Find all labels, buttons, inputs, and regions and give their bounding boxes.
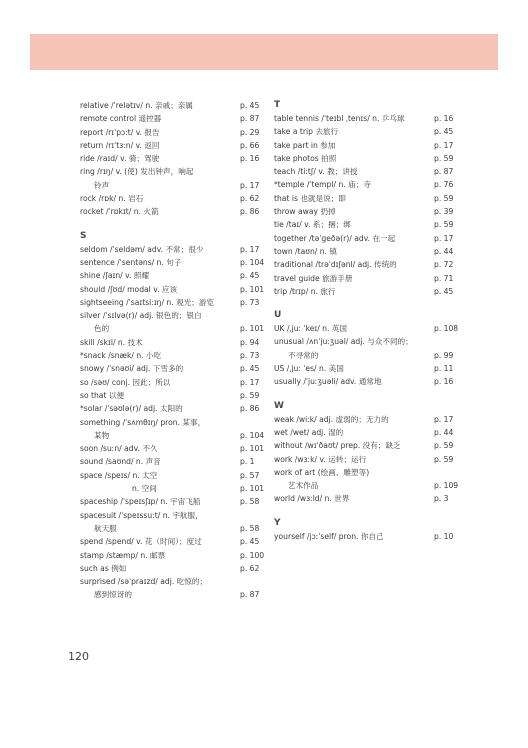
entry-word: work /wɜːk/ v. 运转；运行	[274, 454, 367, 464]
glossary-entry	[80, 349, 268, 362]
glossary-entry	[274, 466, 462, 479]
entry-word: sentence /ˈsentəns/ n. 句子	[80, 257, 182, 267]
entry-page-ref: p. 71	[434, 273, 454, 283]
entry-page-ref: p. 39	[434, 207, 454, 217]
entry-word: travel guide 旅游手册	[274, 273, 353, 283]
entry-word: 不寻常的	[288, 350, 319, 360]
entry-page-ref: p. 58	[240, 497, 260, 507]
entry-page-ref: p. 29	[240, 127, 260, 137]
entry-word: table tennis /ˈteɪbl ˌtenɪs/ n. 乒乓球	[274, 114, 405, 123]
entry-word: together /təˈɡeðə(r)/ adv. 在一起	[274, 233, 396, 243]
entry-word: 感到惊讶的	[94, 590, 132, 600]
entry-word: spaceship /ˈspeɪsʃɪp/ n. 宇宙飞船	[80, 497, 201, 507]
entry-word: weak /wiːk/ adj. 虚弱的；无力的	[274, 414, 389, 424]
glossary-entry	[274, 139, 462, 152]
glossary-entry	[80, 139, 268, 152]
glossary-entry	[274, 125, 462, 138]
glossary-entry	[274, 112, 462, 125]
glossary-entry	[274, 245, 462, 258]
entry-word: 航天服	[94, 523, 117, 533]
section-letter: T	[274, 100, 281, 110]
entry-page-ref: p. 87	[434, 167, 454, 177]
entry-page-ref: p. 17	[434, 233, 454, 243]
entry-page-ref: p. 59	[434, 193, 454, 203]
entry-page-ref: p. 73	[240, 297, 260, 307]
entry-page-ref: p. 16	[434, 377, 454, 387]
entry-page-ref: p. 87	[240, 590, 260, 600]
entry-page-ref: p. 99	[434, 350, 454, 360]
entry-word: *temple /ˈtempl/ n. 庙；寺	[274, 180, 371, 190]
glossary-entry	[274, 426, 462, 439]
entry-page-ref: p. 73	[240, 351, 260, 361]
glossary-entry	[80, 416, 268, 429]
page-number: 120	[68, 650, 89, 663]
glossary-entry	[80, 112, 268, 125]
glossary-entry	[274, 205, 462, 218]
entry-page-ref: p. 44	[434, 427, 454, 437]
entry-word: should /ʃʊd/ modal v. 应该	[80, 284, 178, 294]
entry-word: seldom /ˈseldəm/ adv. 不常；很少	[80, 244, 204, 254]
entry-page-ref: p. 45	[240, 537, 260, 547]
glossary-entry	[274, 362, 462, 375]
glossary-entry	[80, 152, 268, 165]
glossary-entry	[80, 336, 268, 349]
glossary-entry	[80, 243, 268, 256]
entry-page-ref: p. 17	[434, 140, 454, 150]
entry-word: stamp /stæmp/ n. 邮票	[80, 550, 166, 560]
entry-page-ref: p. 101	[240, 444, 265, 454]
glossary-entry	[274, 285, 462, 298]
entry-page-ref: p. 109	[434, 481, 459, 491]
entry-page-ref: p. 45	[434, 127, 454, 137]
entry-page-ref: p. 17	[240, 244, 260, 254]
entry-word: return /rɪˈtɜːn/ v. 返回	[80, 140, 160, 150]
glossary-entry	[80, 179, 268, 192]
entry-word: work of art (绘画、雕塑等)	[274, 467, 370, 477]
entry-page-ref: p. 1	[240, 457, 255, 467]
entry-page-ref: p. 94	[240, 337, 260, 347]
entry-word: 色的	[94, 324, 110, 334]
glossary-entry	[80, 126, 268, 139]
entry-word: take part in 参加	[274, 140, 336, 150]
glossary-entry	[274, 413, 462, 426]
glossary-entry	[80, 562, 268, 575]
glossary-entry	[274, 192, 462, 205]
entry-word: ring /rɪŋ/ v. (使) 发出钟声，响起	[80, 167, 194, 177]
entry-word: wet /wet/ adj. 湿的	[274, 427, 344, 437]
entry-word: that is 也就是说；即	[274, 193, 346, 203]
entry-word: something /ˈsʌmθɪŋ/ pron. 某事，	[80, 417, 206, 427]
entry-word: so /səʊ/ conj. 因此；所以	[80, 377, 171, 387]
glossary-entry	[80, 296, 268, 309]
entry-word: ride /raɪd/ v. 骑；驾驶	[80, 154, 160, 164]
left-column	[80, 99, 268, 602]
glossary-entry	[274, 453, 462, 466]
entry-word: take photos 拍照	[274, 153, 337, 163]
glossary-entry	[274, 218, 462, 231]
entry-page-ref: p. 58	[240, 523, 260, 533]
glossary-entry	[80, 165, 268, 178]
entry-word: such as 例如	[80, 563, 127, 573]
glossary-entry	[274, 439, 462, 452]
entry-page-ref: p. 59	[434, 153, 454, 163]
glossary-entry	[274, 349, 462, 362]
entry-page-ref: p. 101	[240, 284, 265, 294]
entry-word: 某物	[94, 430, 110, 440]
glossary-entry	[80, 376, 268, 389]
entry-page-ref: p. 87	[240, 114, 260, 124]
glossary-entry	[274, 165, 462, 178]
entry-word: *snack /snæk/ n. 小吃	[80, 351, 162, 361]
glossary-entry	[274, 479, 462, 492]
entry-page-ref: p. 3	[434, 494, 449, 504]
glossary-entry	[80, 495, 268, 508]
entry-word: UK /ˌjuː ˈkeɪ/ n. 英国	[274, 324, 348, 334]
entry-word: *solar /ˈsəʊlə(r)/ adj. 太阳的	[80, 404, 183, 414]
entry-word: remote control 遥控器	[80, 114, 162, 124]
entry-page-ref: p. 66	[240, 140, 260, 150]
glossary-entry	[80, 442, 268, 455]
entry-word: take a trip 去旅行	[274, 127, 339, 137]
entry-word: throw away 扔掉	[274, 207, 336, 217]
glossary-entry	[80, 482, 268, 495]
glossary-entry	[274, 178, 462, 191]
entry-word: space /speɪs/ n. 太空	[80, 470, 158, 480]
glossary-entry	[80, 322, 268, 335]
entry-page-ref: p. 86	[240, 207, 260, 217]
glossary-entry	[80, 256, 268, 269]
glossary-entry	[80, 283, 268, 296]
glossary-entry	[80, 192, 268, 205]
entry-word: usually /ˈjuːʒuəli/ adv. 通常地	[274, 377, 382, 387]
entry-page-ref: p. 11	[434, 364, 454, 374]
glossary-entry	[80, 535, 268, 548]
entry-word: trip /trɪp/ n. 旅行	[274, 286, 336, 296]
entry-page-ref: p. 72	[434, 260, 454, 270]
entry-word: spend /spend/ v. 花（时间）；度过	[80, 537, 202, 547]
entry-word: skill /skɪl/ n. 技术	[80, 337, 143, 347]
entry-word: spacesuit /ˈspeɪssuːt/ n. 宇航服，	[80, 510, 203, 520]
entry-word: soon /suːn/ adv. 不久	[80, 444, 158, 454]
entry-page-ref: p. 45	[240, 364, 260, 374]
entry-page-ref: p. 59	[240, 390, 260, 400]
glossary-entry	[80, 362, 268, 375]
entry-page-ref: p. 104	[240, 430, 265, 440]
entry-word: so that 以便	[80, 390, 125, 400]
glossary-entry	[274, 530, 462, 543]
entry-word: 艺术作品	[288, 481, 319, 491]
entry-page-ref: p. 16	[240, 154, 260, 164]
glossary-entry	[80, 389, 268, 402]
header-banner	[30, 34, 498, 70]
glossary-entry	[274, 492, 462, 505]
glossary-entry	[80, 522, 268, 535]
glossary-entry	[274, 258, 462, 271]
entry-word: teach /tiːtʃ/ v. 教；讲授	[274, 167, 358, 177]
glossary-entry	[80, 99, 268, 112]
glossary-entry	[274, 322, 462, 335]
entry-word: 铃声	[94, 180, 110, 190]
entry-page-ref: p. 17	[240, 180, 260, 190]
glossary-entry	[80, 205, 268, 218]
glossary-entry	[274, 152, 462, 165]
glossary-entry	[274, 272, 462, 285]
entry-word: traditional /trəˈdɪʃənl/ adj. 传统的	[274, 260, 397, 270]
entry-page-ref: p. 59	[434, 454, 454, 464]
glossary-entry	[80, 269, 268, 282]
entry-page-ref: p. 101	[240, 324, 265, 334]
glossary-entry	[80, 469, 268, 482]
entry-page-ref: p. 62	[240, 563, 260, 573]
entry-word: town /taʊn/ n. 镇	[274, 246, 337, 256]
entry-word: US /ˌjuː ˈes/ n. 美国	[274, 364, 344, 374]
entry-page-ref: p. 101	[240, 484, 265, 494]
section-letter: W	[274, 400, 284, 411]
entry-page-ref: p. 62	[240, 194, 260, 204]
glossary-entry	[274, 232, 462, 245]
entry-word: world /wɜːld/ n. 世界	[274, 494, 350, 504]
entry-word: n. 空间	[132, 484, 157, 494]
glossary-entry	[80, 429, 268, 442]
section-letter: U	[274, 310, 282, 321]
glossary-entry	[80, 509, 268, 522]
entry-page-ref: p. 76	[434, 180, 454, 190]
glossary-entry	[80, 588, 268, 601]
entry-word: unusual /ʌnˈjuːʒuəl/ adj. 与众不同的；	[274, 337, 413, 347]
entry-page-ref: p. 17	[434, 414, 454, 424]
entry-word: without /wɪˈðaʊt/ prep. 没有；缺乏	[274, 441, 401, 451]
glossary-entry	[80, 575, 268, 588]
entry-page-ref: p. 45	[240, 101, 260, 110]
entry-page-ref: p. 16	[434, 114, 454, 123]
entry-word: sound /saʊnd/ n. 声音	[80, 457, 161, 467]
entry-word: silver /ˈsɪlvə(r)/ adj. 银色的；银白	[80, 311, 202, 321]
entry-word: rocket /ˈrɒkɪt/ n. 火箭	[80, 207, 159, 217]
entry-word: relative /ˈrelətɪv/ n. 亲戚；亲属	[80, 101, 193, 110]
glossary-entry	[80, 402, 268, 415]
entry-page-ref: p. 57	[240, 470, 260, 480]
section-letter: Y	[274, 517, 281, 528]
entry-page-ref: p. 44	[434, 246, 454, 256]
entry-page-ref: p. 59	[434, 441, 454, 451]
entry-word: rock /rɒk/ n. 岩石	[80, 194, 144, 204]
entry-page-ref: p. 108	[434, 324, 459, 334]
entry-page-ref: p. 10	[434, 531, 454, 541]
entry-word: yourself /jɔːˈself/ pron. 你自己	[274, 531, 384, 541]
entry-word: tie /taɪ/ v. 系；捆；绑	[274, 220, 351, 230]
entry-page-ref: p. 59	[434, 220, 454, 230]
glossary-entry	[80, 549, 268, 562]
entry-page-ref: p. 86	[240, 404, 260, 414]
entry-word: report /rɪˈpɔːt/ v. 报告	[80, 127, 160, 137]
entry-page-ref: p. 100	[240, 550, 265, 560]
entry-word: snowy /ˈsnəʊi/ adj. 下雪多的	[80, 364, 184, 374]
entry-word: shine /ʃaɪn/ v. 照耀	[80, 271, 150, 281]
glossary-entry	[80, 309, 268, 322]
glossary-entry	[274, 375, 462, 388]
entry-word: surprised /səˈpraɪzd/ adj. 吃惊的；	[80, 577, 208, 587]
entry-page-ref: p. 104	[240, 257, 265, 267]
entry-page-ref: p. 17	[240, 377, 260, 387]
glossary-entry	[80, 455, 268, 468]
glossary-entry	[274, 335, 462, 348]
entry-word: sightseeing /ˈsaɪtsiːɪŋ/ n. 观光；游览	[80, 297, 215, 307]
right-column	[274, 99, 462, 543]
entry-page-ref: p. 45	[434, 286, 454, 296]
entry-page-ref: p. 45	[240, 271, 260, 281]
section-letter: S	[80, 230, 87, 241]
